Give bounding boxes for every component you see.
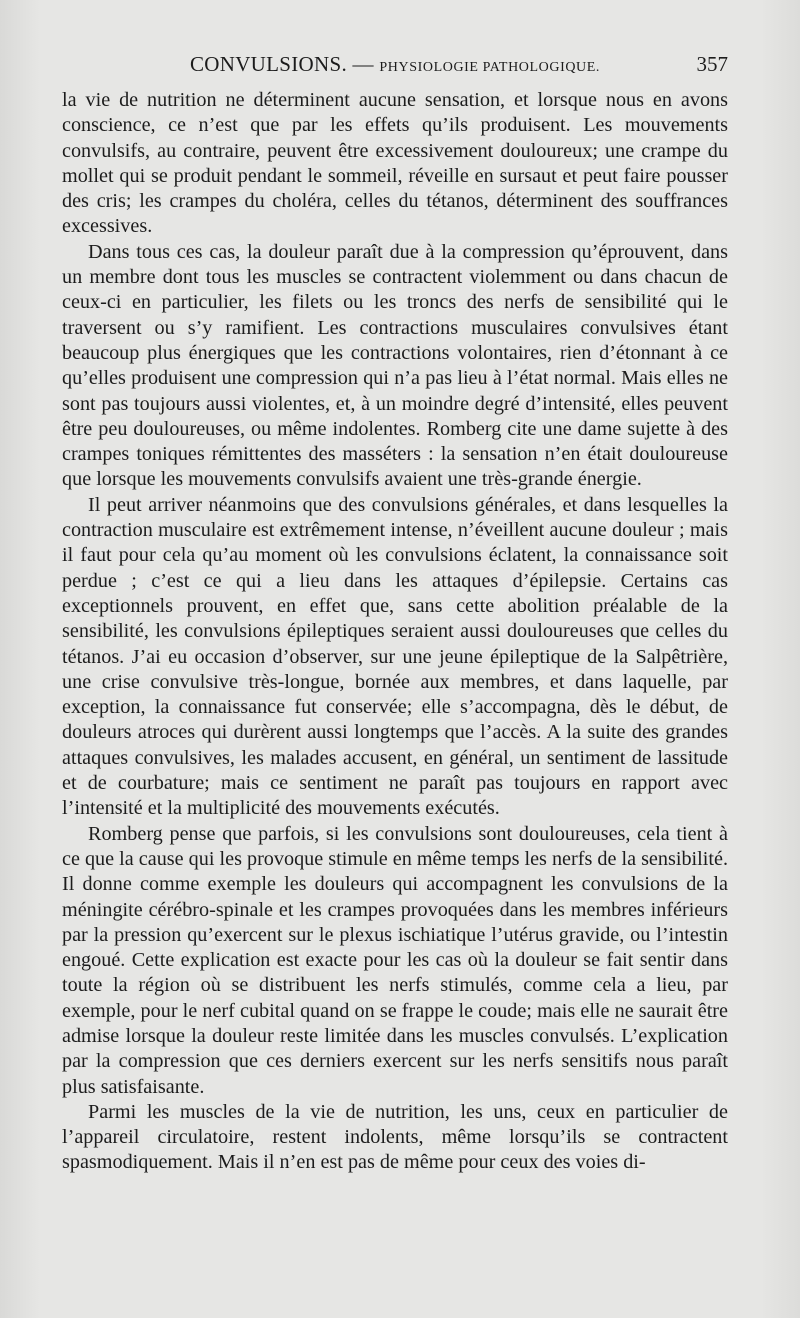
paragraph-3: Il peut arriver néanmoins que des convulsions générales, et dans lesquelles la contraction musculaire est extrêmement intense, n’éveillent aucune douleur ; mais il faut pour cela qu’au moment où les convulsions éclatent, la connaissance soit perdue ; c’est ce qui a lieu dans les attaques d’épilepsie. Certains cas exceptionnels prouvent, en effet que, sans cette abolition préalable de la sensibilité, les convulsions épileptiques seraient aussi douloureuses que celles du tétanos. J’ai eu occasion d’observer, sur une jeune épileptique de la Salpêtrière, une crise convulsive très-longue, bornée aux membres, et dans laquelle, par exception, la connaissance fut conservée; elle s’accompagna, dès le début, de douleurs atroces qui durèrent aussi longtemps que l’accès. A la suite des grandes attaques convulsives, les malades accusent, en général, un sentiment de lassitude et de courbature; mais ce sentiment ne paraît pas toujours en rapport avec l’intensité et la multiplicité des mouvements exécutés. bbox=[62, 493, 728, 820]
body-text bbox=[62, 88, 728, 1176]
running-title-sub: PHYSIOLOGIE PATHOLOGIQUE. bbox=[379, 60, 601, 75]
page-number: 357 bbox=[696, 52, 728, 76]
paragraph-1: la vie de nutrition ne déterminent aucune sensation, et lorsque nous en avons conscience, ce n’est que par les effets qu’ils produisent. Les mouvements convulsifs, au contraire, peuvent être excessivement douloureux; une crampe du mollet qui se produit pendant le sommeil, réveille en sursaut et peut faire pousser des cris; les crampes du choléra, celles du tétanos, déterminent des souffrances excessives. bbox=[62, 89, 728, 238]
running-title-main: CONVULSIONS. — bbox=[189, 52, 374, 76]
running-header bbox=[62, 52, 728, 86]
paragraph-2: Dans tous ces cas, la douleur paraît due à la compression qu’éprouvent, dans un membre dont tous les muscles se contractent violemment ou dans chacun de ceux-ci en particulier, les filets ou les troncs des nerfs de sensibilité qui le traversent ou s’y ramifient. Les contractions musculaires convulsives étant beaucoup plus énergiques que les contractions volontaires, rien d’étonnant à ce qu’elles produisent une compression qui n’a pas lieu à l’état normal. Mais elles ne sont pas toujours aussi violentes, et, à un moindre degré d’intensité, elles peuvent être peu douloureuses, ou même indolentes. Romberg cite une dame sujette à des crampes toniques rémittentes des masséters : la sensation n’en était douloureuse que lorsque les mouvements convulsifs avaient une très-grande énergie. bbox=[62, 240, 728, 491]
running-title bbox=[62, 52, 728, 77]
paragraph-5: Parmi les muscles de la vie de nutrition, les uns, ceux en particulier de l’appareil circulatoire, restent indolents, même lorsqu’ils se contractent spasmodiquement. Mais il n’en est pas de même pour ceux des voies di- bbox=[62, 1100, 728, 1174]
paragraph-4: Romberg pense que parfois, si les convulsions sont douloureuses, cela tient à ce que la cause qui les provoque stimule en même temps les nerfs de la sensibilité. Il donne comme exemple les douleurs qui accompagnent les convulsions de la méningite cérébro-spinale et les crampes provoquées dans les membres inférieurs par la pression qu’exercent sur le plexus ischiatique l’utérus gravide, ou l’intestin engoué. Cette explication est exacte pour les cas où la douleur se fait sentir dans toute la région où se distribuent les nerfs stimulés, comme cela a lieu, par exemple, pour le nerf cubital quand on se frappe le coude; mais elle ne saurait être admise lorsque la douleur reste limitée dans les muscles convulsés. L’explication par la compression que ces derniers exercent sur les nerfs sensitifs nous paraît plus satisfaisante. bbox=[62, 822, 728, 1098]
